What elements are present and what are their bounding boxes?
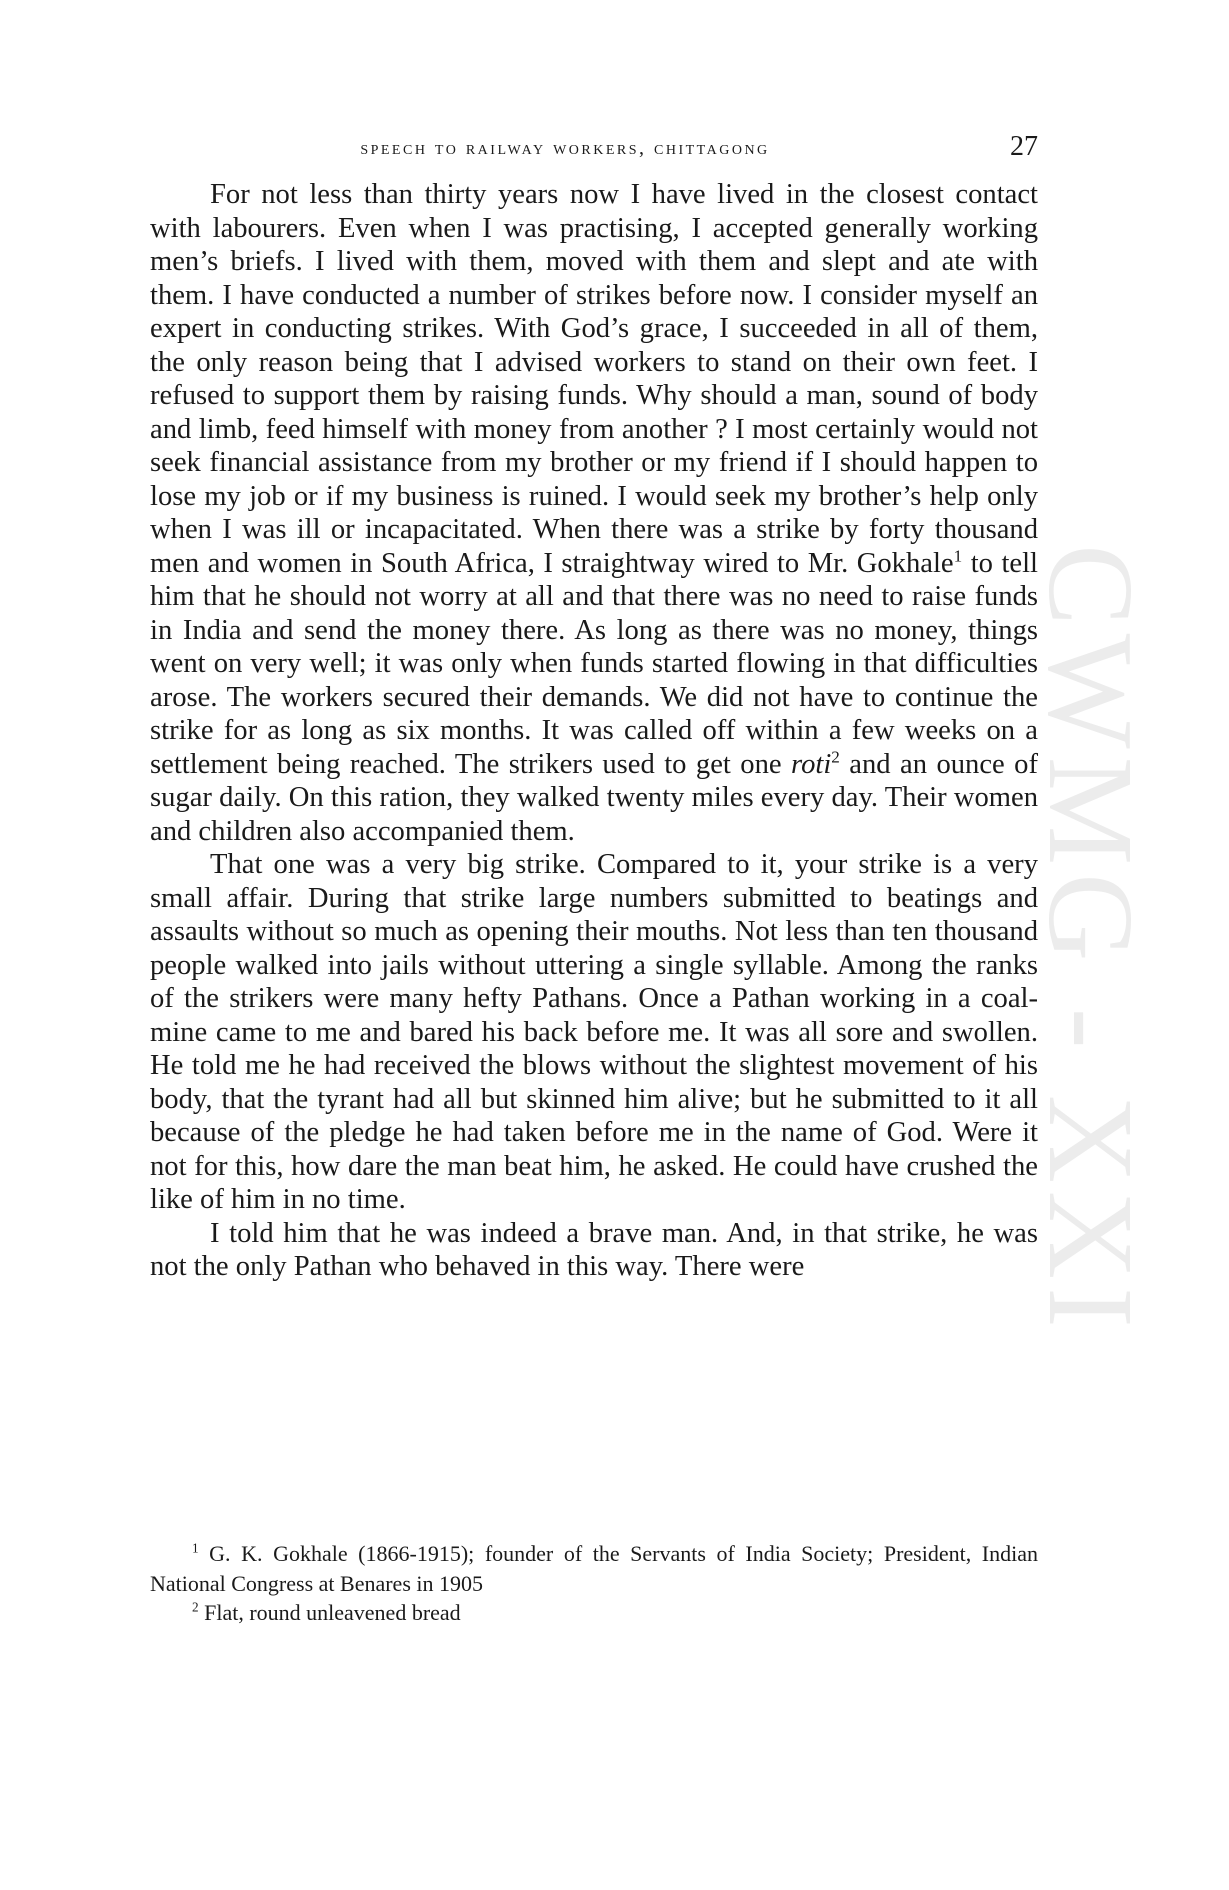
footnote-2-mark: 2 — [192, 1599, 199, 1615]
body-text — [150, 178, 1038, 1284]
footnote-2-text: Flat, round unleavened bread — [198, 1600, 461, 1625]
footnote-1-text: G. K. Gokhale (1866-1915); founder of the Servants of India Society; President, Indian National Congress at Benares in 1905 — [150, 1541, 1038, 1596]
paragraph-2: That one was a very big strike. Compared to it, your strike is a very small affair. During that strike large numbers submitted to beatings and assaults without so much as opening their mouths. Not less than ten thousand people walked into jails without uttering a single syllable. Among the ranks of the strikers were many hefty Pathans. Once a Pathan working in a coal-mine came to me and bared his back before me. It was all sore and swollen. He told me he had received the blows without the slightest movement of his body, that the tyrant had all but skinned him alive; but he submitted to it all because of the pledge he had taken before me in the name of God. Were it not for this, how dare the man beat him, he asked. He could have crushed the like of him in no time. — [150, 849, 1038, 1215]
footnote-ref-2: 2 — [831, 746, 840, 766]
paragraph-1-part-b: to tell him that he should not worry at all and that there was no need to raise funds in India and send the money there. As long as there was no money, things went on very well; it was only when funds started flowing in that difficulties arose. The workers secured their demands. We did not have to continue the strike for as long as six months. It was called off within a few weeks on a settlement being reached. The strikers used to get one — [150, 547, 1038, 780]
paragraph-1-part-c: and an ounce of sugar daily. On this ration, they walked twenty miles every day. Their women and children also accompanied them. — [150, 748, 1038, 847]
footnotes — [150, 1539, 1038, 1628]
watermark-text: CWMG - XXI — [1023, 544, 1159, 1336]
paragraph-3: I told him that he was indeed a brave man. And, in that strike, he was not the only Pathan who behaved in this way. There were — [150, 1217, 1038, 1282]
footnote-1-mark: 1 — [192, 1540, 199, 1556]
watermark — [1023, 500, 1159, 1380]
page-number: 27 — [1010, 131, 1038, 162]
paragraph-1 — [150, 178, 1038, 848]
running-head-title: speech to railway workers, chittagong — [360, 137, 770, 159]
running-head — [150, 131, 1038, 171]
paragraph-1-part-a: For not less than thirty years now I have lived in the closest contact with labourers. Even when I was practising, I accepted generally working men’s briefs. I lived with them, moved with them and slept and ate with them. I have conducted a number of strikes before now. I consider myself an expert in conducting strikes. With God’s grace, I succeeded in all of them, the only reason being that I advised workers to stand on their own feet. I refused to support them by raising funds. Why should a man, sound of body and limb, feed himself with money from another ? I most certainly would not seek financial assistance from my brother or my friend if I should happen to lose my job or if my business is ruined. I would seek my brother’s help only when I was ill or incapacitated. When there was a strike by forty thousand men and women in South Africa, I straightway wired to Mr. Gokhale — [150, 179, 1038, 579]
footnote-2 — [150, 1598, 1038, 1628]
footnote-1 — [150, 1539, 1038, 1598]
italic-term: roti — [791, 748, 832, 780]
footnote-ref-1: 1 — [953, 545, 963, 565]
